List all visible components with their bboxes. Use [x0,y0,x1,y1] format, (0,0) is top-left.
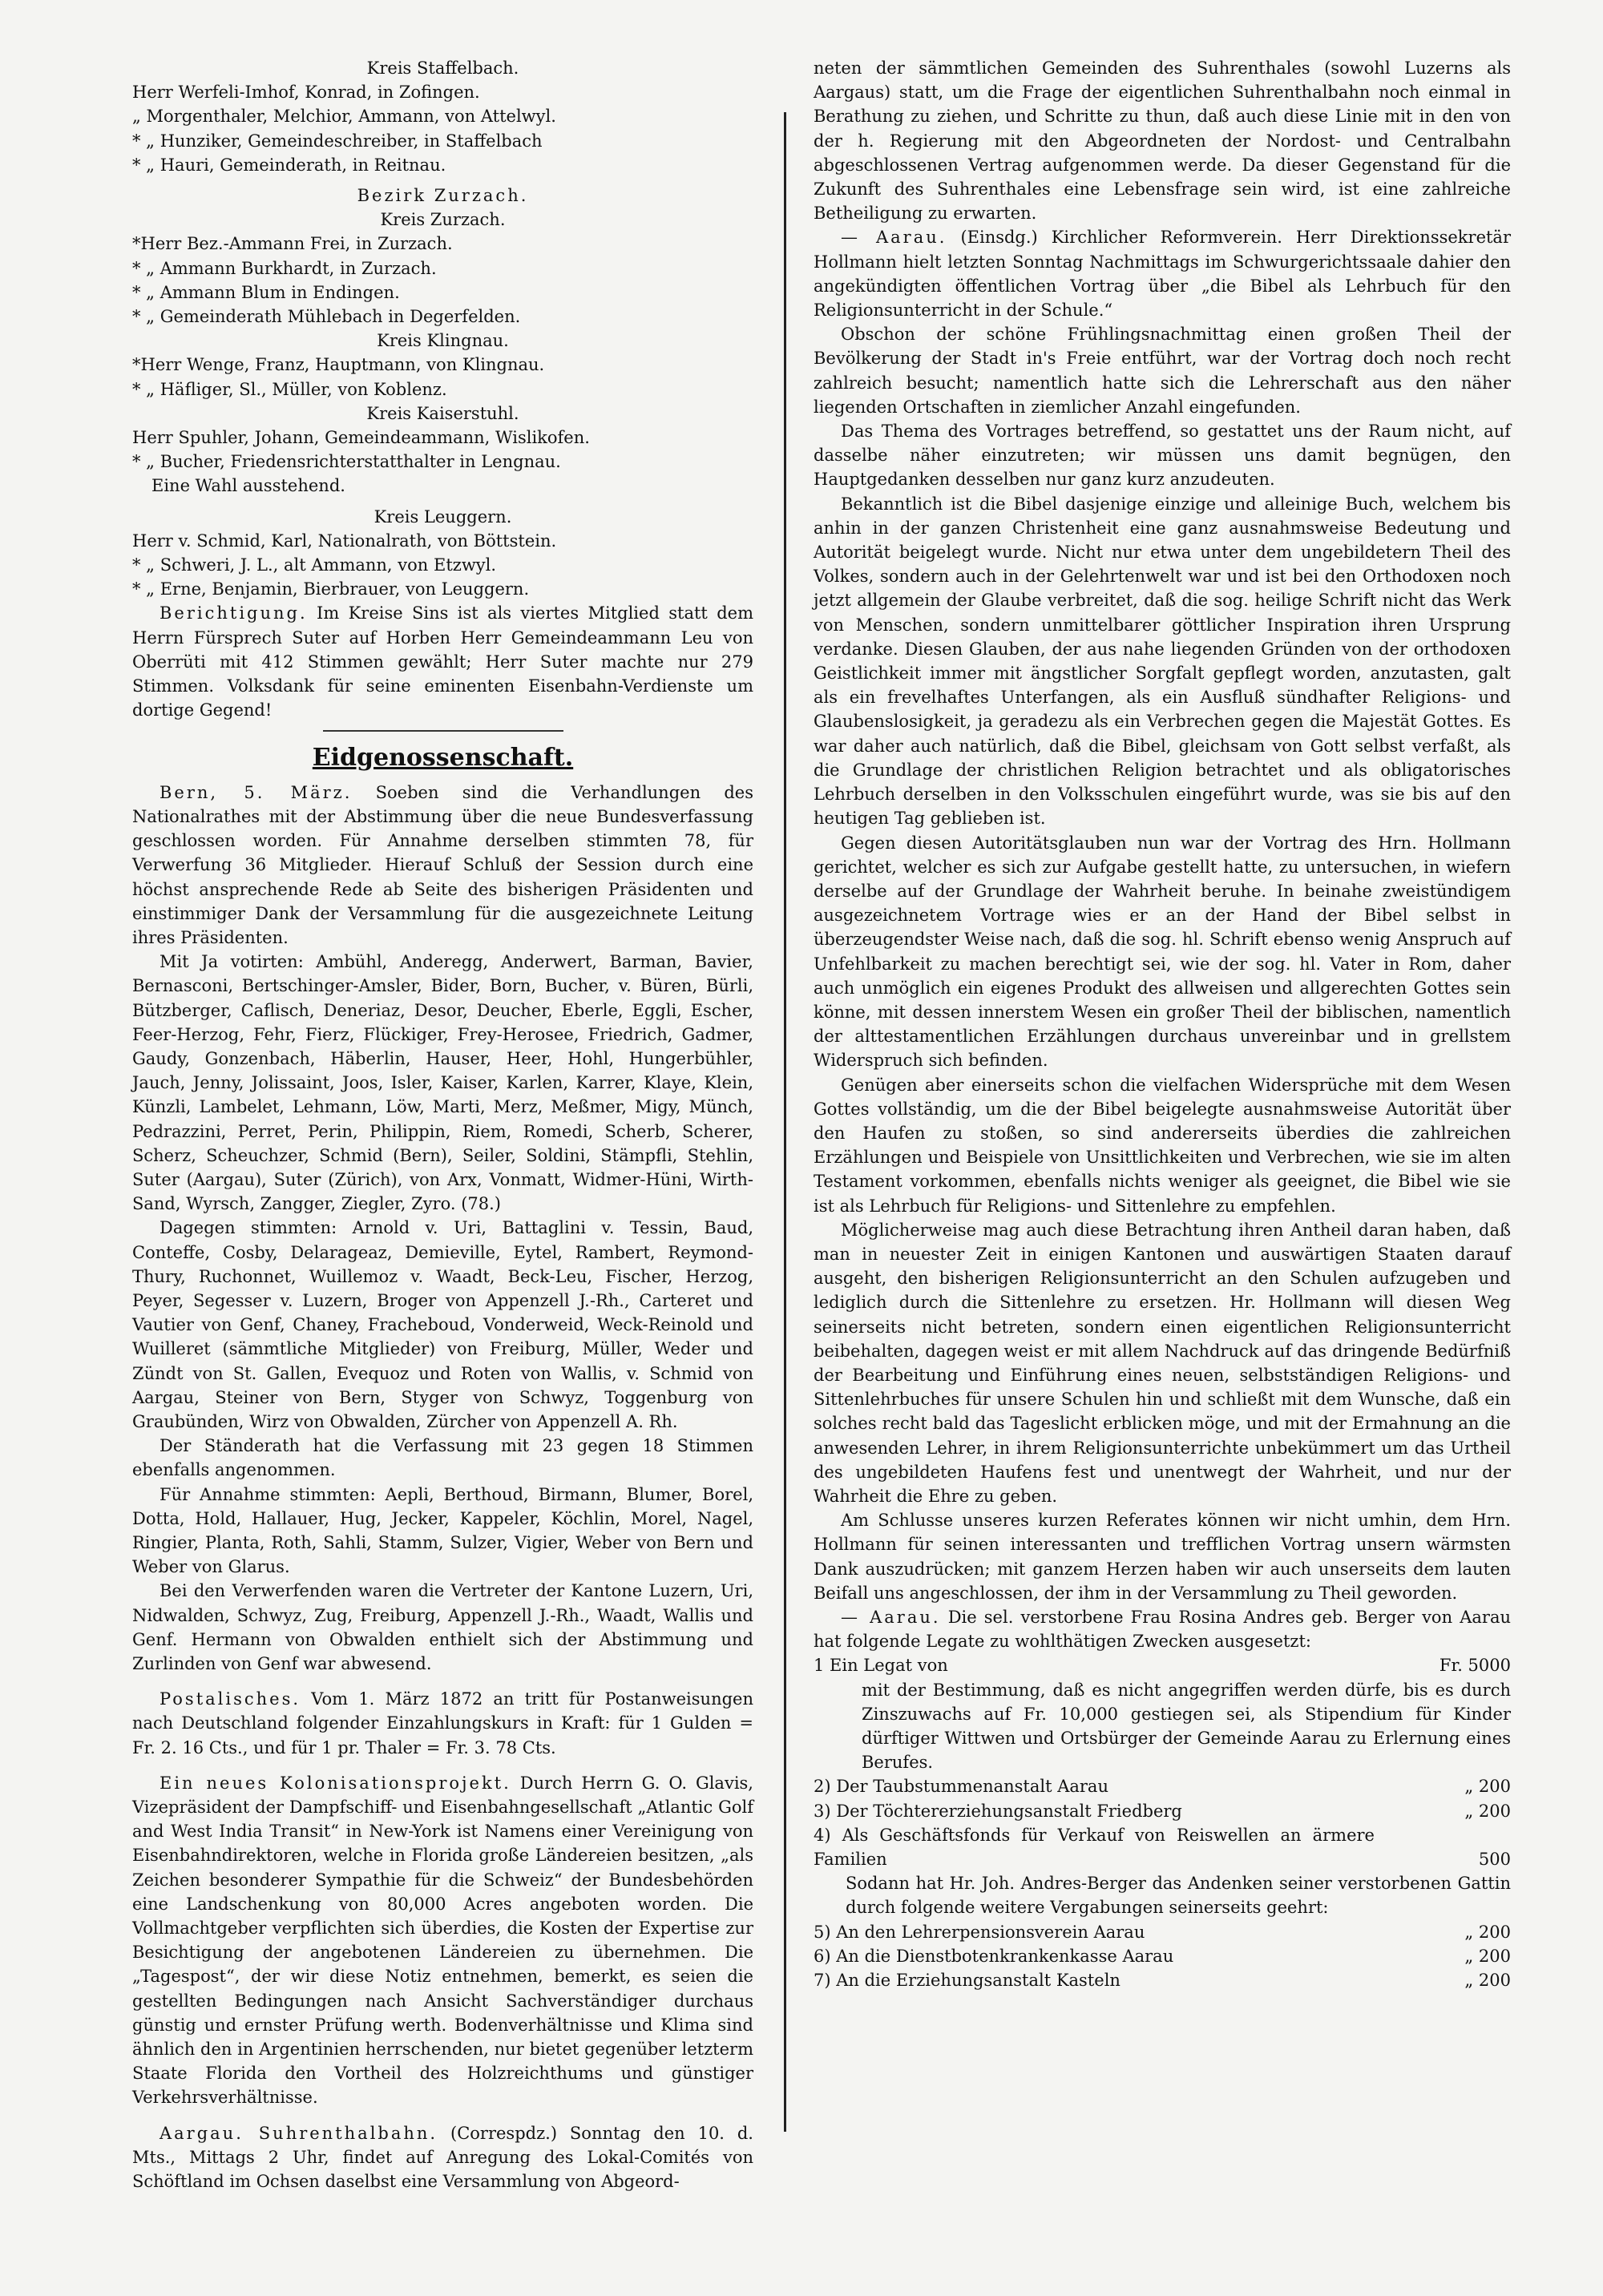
legate-intro: Die sel. verstorbene Frau Rosina Andres geb. Berger von Aarau hat folgende Legate zu wohlthätigen Zwecken ausgesetzt: [814,1608,1511,1652]
postalisches-paragraph [132,1687,753,1760]
sodann-text: Sodann hat Hr. Joh. Andres-Berger das Andenken seiner verstorbenen Gattin durch folgende weitere Vergabungen seinerseits geehrt: [846,1874,1511,1918]
suhrenthalbahn-paragraph [132,2121,753,2194]
legat-label: 6) An die Dienstbotenkrankenkasse Aarau [814,1946,1174,1966]
legat-amount: „ 200 [1464,1971,1511,1991]
legat-item [814,1799,1511,1823]
reformverein-text: (Einsdg.) Kirchlicher Reformverein. Herr Direktionssekretär Hollmann hielt letzten Sonntag Nachmittags im Schwurgerichtssaale dahier den angekündigten öffentlichen Vortrag über „die Bibel als Lehrbuch für den Religionsunterricht in der Schule.“ [814,228,1511,321]
kreis-heading: Kreis Leuggern. [373,506,512,527]
kreis-heading: Kreis Zurzach. [380,210,506,230]
left-column [132,56,753,2193]
kreis-heading: Kreis Kaiserstuhl. [366,403,519,423]
legat-label: 4) Als Geschäftsfonds für Verkauf von Reiswellen an ärmere Familien [814,1825,1375,1870]
article-paragraph: Gegen diesen Autoritätsglauben nun war der Vortrag des Hrn. Hollmann gerichtet, welcher es sich zur Aufgabe gestellt hatte, zu untersuchen, in wiefern derselbe auf der Grundlage der Wahrheit beruhe. In beinahe zweistündigem ausgezeichnetem Vortrage wies er an der Hand der Bibel selbst in überzeugendster Weise nach, daß die sog. hl. Schrift ebenso wenig Anspruch auf Unfehlbarkeit zu machen berechtigt sei, wie der sog. hl. Vater in Rom, daher auch unmöglich ein eigenes Produkt des allweisen und allgerechten Gottes sein könne, mit dessen innerstem Wesen ein großer Theil der biblischen, namentlich der alttestamentlichen Erzählungen durchaus unvereinbar und in grellstem Widerspruch sich befinden. [814,833,1511,1071]
member-line: * „ Schweri, J. L., alt Ammann, von Etzwyl. [132,555,497,575]
legat-item [814,1944,1511,1968]
berichtigung-lead: Berichtigung. [159,603,308,623]
bern-lead: Bern, 5. März. [159,782,353,802]
legat-amount: „ 200 [1464,1922,1511,1942]
annahme-paragraph: Für Annahme stimmten: Aepli, Berthoud, Birmann, Blumer, Borel, Dotta, Hold, Hallauer, Hug, Jecker, Kappeler, Köchlin, Morel, Nagel, Ringier, Planta, Roth, Sahli, Stamm, Sulzer, Vigier, Weber von Bern und Weber von Glarus. [132,1484,753,1577]
member-line: *Herr Wenge, Franz, Hauptmann, von Klingnau. [132,355,545,375]
legat-label: 1 Ein Legat von [814,1656,948,1676]
column-divider [784,112,786,2132]
member-line: Herr Spuhler, Johann, Gemeindeammann, Wislikofen. [132,428,590,448]
legate-paragraph [814,1605,1511,1653]
postalisches-lead: Postalisches. [159,1689,301,1709]
legat-item [814,1968,1511,1992]
member-line: „ Morgenthaler, Melchior, Ammann, von Attelwyl. [132,107,556,127]
legat-detail: mit der Bestimmung, daß es nicht angegriffen werden dürfe, bis es durch Zinszuwachs auf Fr. 10,000 gestiegen sei, als Stipendium für Kinder dürftiger Wittwen und Ortsbürger der Gemeinde Aarau zu Erlernung eines Berufes. [862,1680,1511,1773]
suhrenthalbahn-lead: Aargau. Suhrenthalbahn. [159,2123,438,2143]
article-paragraph: Möglicherweise mag auch diese Betrachtung ihren Antheil daran haben, daß man in neuester Zeit in einigen Kantonen und auswärtigen Staaten darauf ausgeht, den bisherigen Religionsunterricht an den Schulen aufzugeben und lediglich durch die Sittenlehre zu ersetzen. Hr. Hollmann will diesen Weg seinerseits nicht betreten, sondern einen eigentlichen Religionsunterricht beibehalten, dagegen weist er mit allem Nachdruck auf das dringende Bedürfniß der Bearbeitung und Einführung eines neuen, selbstständigen Religions- und Sittenlehrbuches für unsere Schulen hin und schließt mit dem Wunsche, daß ein solches recht bald das Tageslicht erblicken möge, und mit der Ermahnung an die anwesenden Lehrer, in ihrem Religionsunterrichte unbekümmert um das Urtheil des ungebildeten Haufens fest und unentwegt der Wahrheit, und nur der Wahrheit die Ehre zu geben. [814,1220,1511,1506]
section-title: Eidgenossenschaft. [312,744,574,773]
legat-amount: 500 [1478,1850,1511,1870]
member-line: * „ Bucher, Friedensrichterstatthalter in Lengnau. [132,452,561,472]
postalisches-text: Vom 1. März 1872 an tritt für Postanweisungen nach Deutschland folgender Einzahlungskurs in Kraft: für 1 Gulden = Fr. 2. 16 Cts., und für 1 pr. Thaler = Fr. 3. 78 Cts. [132,1689,753,1757]
dagegen-paragraph: Dagegen stimmten: Arnold v. Uri, Battaglini v. Tessin, Baud, Conteffe, Cosby, Delarageaz, Demieville, Eytel, Rambert, Reymond-Thury, Ruchonnet, Wuillemoz v. Waadt, Beck-Leu, Fischer, Herzog, Peyer, Segesser v. Luzern, Broger von Appenzell J.-Rh., Carteret und Vautier von Genf, Chaney, Fracheboud, Vonderweid, Weck-Reinold und Wuilleret (sämmtliche Mitglieder) von Freiburg, Müller, Weder und Zündt von St. Gallen, Evequoz und Roten von Wallis, v. Schmid von Aargau, Steiner von Bern, Styger von Schwyz, Toggenburg von Graubünden, Wirz von Obwalden, Zürcher von Appenzell A. Rh. [132,1218,753,1431]
legate-lead: — Aarau. [841,1608,941,1627]
legat-label: 3) Der Töchtererziehungsanstalt Friedberg [814,1801,1182,1821]
verwerfenden-paragraph: Bei den Verwerfenden waren die Vertreter der Kantone Luzern, Uri, Nidwalden, Schwyz, Zug, Freiburg, Appenzell J.-Rh., Waadt, Wallis und Genf. Hermann von Obwalden enthielt sich der Abstimmung und Zurlinden von Genf war abwesend. [132,1581,753,1673]
member-line: * „ Ammann Burkhardt, in Zurzach. [132,258,437,278]
article-paragraph: Genügen aber einerseits schon die vielfachen Widersprüche mit dem Wesen Gottes vollständig, um die der Bibel beigelegte ausnahmsweise Autorität über den Haufen zu stoßen, so sind andererseits überdies die zahlreichen Erzählungen und Beispiele von Unsittlichkeiten und Verbrechen, wie sie im alten Testament vorkommen, ebenfalls nichts weniger als geeignet, die Bibel wie sie ist als Lehrbuch für Religions- und Sittenlehre zu empfehlen. [814,1075,1511,1216]
kolonisation-paragraph [132,1771,753,2110]
legat-amount: Fr. 5000 [1439,1656,1511,1676]
ja-paragraph: Mit Ja votirten: Ambühl, Anderegg, Anderwert, Barman, Bavier, Bernasconi, Bertschinger-Amsler, Bider, Born, Bucher, v. Büren, Bürli, Bützberger, Caflisch, Deneriaz, Desor, Deucher, Eberle, Eggli, Escher, Feer-Herzog, Fehr, Fierz, Flückiger, Frey-Herosee, Friedrich, Gadmer, Gaudy, Gonzenbach, Häberlin, Hauser, Heer, Hohl, Hungerbühler, Jauch, Jenny, Jolissaint, Joos, Isler, Kaiser, Karlen, Karrer, Klaye, Klein, Künzli, Lambelet, Lehmann, Löw, Marti, Merz, Meßmer, Migy, Münch, Pedrazzini, Perret, Perin, Philippin, Riem, Romedi, Scherb, Scherer, Scherz, Scheuchzer, Schmid (Bern), Seiler, Soldini, Stämpfli, Stehlin, Suter (Aargau), Suter (Zürich), von Arx, Vonmatt, Widmer-Hüni, Wirth-Sand, Wyrsch, Zangger, Ziegler, Zyro. (78.) [132,952,753,1214]
member-line: * „ Ammann Blum in Endingen. [132,282,400,302]
article-paragraph: Bekanntlich ist die Bibel dasjenige einzige und alleinige Buch, welchem bis anhin in der ganzen Christenheit eine ganz ausnahmsweise Bedeutung und Autorität beigelegt wurde. Nicht nur etwa unter dem ungebildetern Theil des Volkes, sondern auch in der Gelehrtenwelt war und ist bei den Orthodoxen noch jetzt allgemein der Glaube verbreitet, daß die sog. heilige Schrift nicht das Werk von Menschen, sondern unmittelbarer göttlicher Inspiration ihren Ursprung verdanke. Diesen Glauben, der aus nahe liegenden Gründen von der orthodoxen Geistlichkeit immer mit ängstlicher Sorgfalt gepflegt worden, anzutasten, galt als ein frevelhaftes Unterfangen, als ein Ausfluß sündhafter Religions- und Glaubenslosigkeit, ja geradezu als ein Verbrechen gegen die Majestät Gottes. Es war daher auch natürlich, daß die Bibel, gleichsam von Gott selbst verfaßt, als die Grundlage der christlichen Religion betrachtet und als obligatorisches Lehrbuch derselben in den Volksschulen eingeführt wurde, was sie bis auf den heutigen Tag geblieben ist. [814,494,1511,829]
reformverein-paragraph [814,225,1511,322]
kreis-heading: Kreis Klingnau. [377,331,509,351]
section-divider [323,730,563,732]
berichtigung-paragraph [132,601,753,722]
member-line: *Herr Bez.-Ammann Frei, in Zurzach. [132,234,453,254]
legat-label: 7) An die Erziehungsanstalt Kasteln [814,1971,1120,1991]
bezirk-heading: Bezirk Zurzach. [357,186,529,206]
member-line: Eine Wahl ausstehend. [151,476,345,496]
legat-item [814,1920,1511,1944]
legat-amount: „ 200 [1464,1946,1511,1966]
berichtigung-text: Im Kreise Sins ist als viertes Mitglied statt dem Herrn Fürsprech Suter auf Horben Herr Gemeindeammann Leu von Oberrüti mit 412 Stimmen gewählt; Herr Suter machte nur 279 Stimmen. Volksdank für seine eminenten Eisenbahn-Verdienste um dortige Gegend! [132,603,753,720]
right-column [814,56,1511,1992]
legat-label: 5) An den Lehrerpensionsverein Aarau [814,1922,1145,1942]
legat-item [814,1653,1511,1677]
member-line: * „ Hauri, Gemeinderath, in Reitnau. [132,155,446,175]
bern-paragraph [132,781,753,950]
legat-label: 2) Der Taubstummenanstalt Aarau [814,1777,1108,1797]
legat-amount: „ 200 [1464,1801,1511,1821]
legat-item [814,1774,1511,1798]
member-line: * „ Häfliger, Sl., Müller, von Koblenz. [132,379,447,399]
member-line: Herr v. Schmid, Karl, Nationalrath, von Böttstein. [132,531,557,551]
suhrenthal-continuation: neten der sämmtlichen Gemeinden des Suhrenthales (sowohl Luzerns als Aargaus) statt, um die Frage der eigentlichen Suhrenthalbahn noch einmal in Berathung zu ziehen, und Schritte zu thun, daß auch diese Linie mit in den von der h. Regierung mit den Abgeordneten der Nordost- und Centralbahn abgeschlossenen Vertrag aufgenommen werde. Da dieser Gegenstand für die Zukunft des Suhrenthales eine Lebensfrage sein wird, ist eine zahlreiche Betheiligung zu erwarten. [814,59,1511,224]
kolonisation-text: Durch Herrn G. O. Glavis, Vizepräsident der Dampfschiff- und Eisenbahngesellschaft „Atlantic Golf and West India Transit“ in New-York ist Namens einer Vereinigung von Eisenbahndirektoren, welche in Florida große Ländereien besitzen, „als Zeichen besonderer Sympathie für die Schweiz“ der Bundesbehörden eine Landschenkung von 80,000 Acres angeboten worden. Die Vollmachtgeber verpflichten sich überdies, die Kosten der Expertise zur Besichtigung der angebotenen Ländereien zu übernehmen. Die „Tagespost“, der wir diese Notiz entnehmen, bemerkt, es seien die gestellten Bedingungen nach Ansicht Sachverständiger durchaus günstig und ernster Prüfung werth. Bodenverhältnisse und Klima sind ähnlich den in Argentinien herrschenden, nur bietet gegenüber letzterm Staate Florida den Vortheil des Holzreichthums und günstiger Verkehrsverhältnisse. [132,1773,753,2108]
member-line: * „ Erne, Benjamin, Bierbrauer, von Leuggern. [132,579,530,599]
member-line: * „ Gemeinderath Mühlebach in Degerfelden. [132,307,521,327]
kreis-heading: Kreis Staffelbach. [366,59,519,78]
member-line: * „ Hunziker, Gemeindeschreiber, in Staffelbach [132,131,543,151]
article-paragraph: Das Thema des Vortrages betreffend, so gestattet uns der Raum nicht, auf dasselbe näher einzutreten; wir müssen uns damit begnügen, den Hauptgedanken desselben nur ganz kurz anzudeuten. [814,422,1511,490]
suhrenthalbahn-text: (Correspdz.) Sonntag den 10. d. Mts., Mittags 2 Uhr, findet auf Anregung des Lokal-Comités von Schöftland im Ochsen daselbst eine Versammlung von Abgeord- [132,2123,753,2192]
article-paragraph: Obschon der schöne Frühlingsnachmittag einen großen Theil der Bevölkerung der Stadt in's Freie entführt, war der Vortrag doch noch recht zahlreich besucht; namentlich hatte sich die Lehrerschaft aus den näher liegenden Ortschaften in ziemlicher Anzahl eingefunden. [814,325,1511,417]
bern-text: Soeben sind die Verhandlungen des Nationalrathes mit der Abstimmung über die neue Bundesverfassung geschlossen worden. Für Annahme derselben stimmten 78, für Verwerfung 36 Mitglieder. Hierauf Schluß der Session durch eine höchst ansprechende Rede ab Seite des bisherigen Präsidenten und einstimmiger Dank der Versammlung für die ausgezeichnete Leitung ihres Präsidenten. [132,782,753,947]
member-line: Herr Werfeli-Imhof, Konrad, in Zofingen. [132,83,480,103]
kolonisation-lead: Ein neues Kolonisationsprojekt. [159,1773,511,1793]
legat-item [814,1823,1511,1871]
article-paragraph: Am Schlusse unseres kurzen Referates können wir nicht umhin, dem Hrn. Hollmann für seinen interessanten und trefflichen Vortrag unsern wärmsten Dank auszudrücken; mit ganzem Herzen haben wir auch unserseits dem lauten Beifall uns angeschlossen, der ihm in der Versammlung zu Theil geworden. [814,1511,1511,1603]
reformverein-lead: — Aarau. [841,228,947,248]
staenderath-paragraph: Der Ständerath hat die Verfassung mit 23 gegen 18 Stimmen ebenfalls angenommen. [132,1436,753,1480]
legat-amount: „ 200 [1464,1777,1511,1797]
